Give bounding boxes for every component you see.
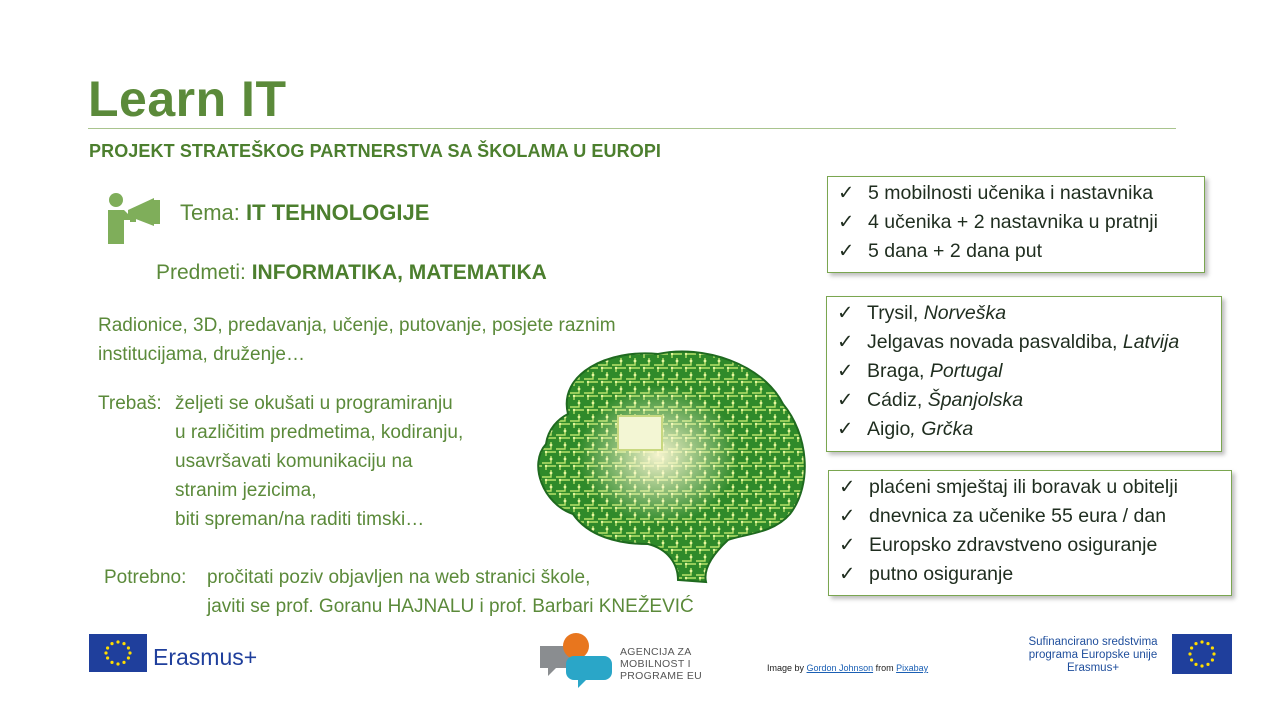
checkmark-icon: ✓ [837, 360, 854, 382]
list-item: ✓ plaćeni smještaj ili boravak u obitelji [829, 473, 1231, 502]
checkmark-icon: ✓ [839, 505, 856, 527]
checkmark-icon: ✓ [838, 211, 855, 233]
credit-source-link[interactable]: Pixabay [896, 663, 929, 673]
requirements-label: Trebaš: [98, 393, 162, 414]
erasmus-logo-text: Erasmus+ [153, 644, 258, 670]
subjects-label: Predmeti: [156, 261, 246, 284]
image-credit: Image by Gordon Johnson from Pixabay [767, 663, 929, 673]
destinations-box [826, 296, 1222, 452]
needed-line1: pročitati poziv objavljen na web stranici škole, [207, 567, 591, 588]
eu-flag-icon [1172, 634, 1232, 674]
checkmark-icon: ✓ [837, 389, 854, 411]
subjects-value: INFORMATIKA, MATEMATIKA [251, 261, 547, 284]
eu-flag-icon [89, 634, 147, 672]
list-item: ✓ Cádiz, Španjolska [827, 386, 1221, 415]
agency-logo-icon [538, 632, 614, 690]
list-item: ✓ Braga, Portugal [827, 357, 1221, 386]
checkmark-icon: ✓ [838, 240, 855, 262]
requirements-list: željeti se okušati u programiranju u različitim predmetima, kodiranju, usavršavati komunikaciju na stranim jezicima, biti spreman/na raditi timski… [175, 393, 464, 530]
list-item: ✓ 5 dana + 2 dana put [828, 237, 1204, 266]
benefits-box [828, 470, 1232, 596]
checkmark-icon: ✓ [837, 331, 854, 353]
topic-line [180, 200, 429, 226]
checkmark-icon: ✓ [839, 534, 856, 556]
needed-label: Potrebno: [104, 567, 187, 588]
list-item: ✓ dnevnica za učenike 55 eura / dan [829, 502, 1231, 531]
list-item: ✓ Europsko zdravstveno osiguranje [829, 531, 1231, 560]
checkmark-icon: ✓ [837, 302, 854, 324]
checkmark-icon: ✓ [839, 563, 856, 585]
page-title: Learn IT [88, 71, 287, 127]
mobility-info-box [827, 176, 1205, 273]
erasmus-logo [89, 634, 289, 674]
checkmark-icon: ✓ [837, 418, 854, 440]
subjects-line [156, 261, 547, 285]
topic-value: IT TEHNOLOGIJE [246, 200, 430, 225]
list-item: ✓ Aigio, Grčka [827, 415, 1221, 444]
list-item: ✓ 4 učenika + 2 nastavnika u pratnji [828, 208, 1204, 237]
list-item: ✓ Jelgavas novada pasvaldiba, Latvija [827, 328, 1221, 357]
page-subtitle: PROJEKT STRATEŠKOG PARTNERSTVA SA ŠKOLAMA U EUROPI [89, 141, 662, 161]
needed-line2: javiti se prof. Goranu HAJNALU i prof. Barbari KNEŽEVIĆ [207, 596, 694, 617]
credit-author-link[interactable]: Gordon Johnson [806, 663, 874, 673]
checkmark-icon: ✓ [839, 476, 856, 498]
circuit-brain-image [528, 344, 810, 584]
list-item: ✓ Trysil, Norveška [827, 299, 1221, 328]
megaphone-person-icon [104, 192, 162, 246]
agency-name: AGENCIJA ZA MOBILNOST I PROGRAME EU [620, 646, 703, 682]
list-item: ✓ putno osiguranje [829, 560, 1231, 589]
list-item: ✓ 5 mobilnosti učenika i nastavnika [828, 179, 1204, 208]
checkmark-icon: ✓ [838, 182, 855, 204]
topic-label: Tema: [180, 200, 240, 225]
title-divider [88, 128, 1176, 129]
activities-text: Radionice, 3D, predavanja, učenje, putovanje, posjete raznim institucijama, druženje… [98, 315, 616, 365]
cofunded-text: Sufinancirano sredstvima programa Europske unije Erasmus+ [1028, 636, 1158, 674]
